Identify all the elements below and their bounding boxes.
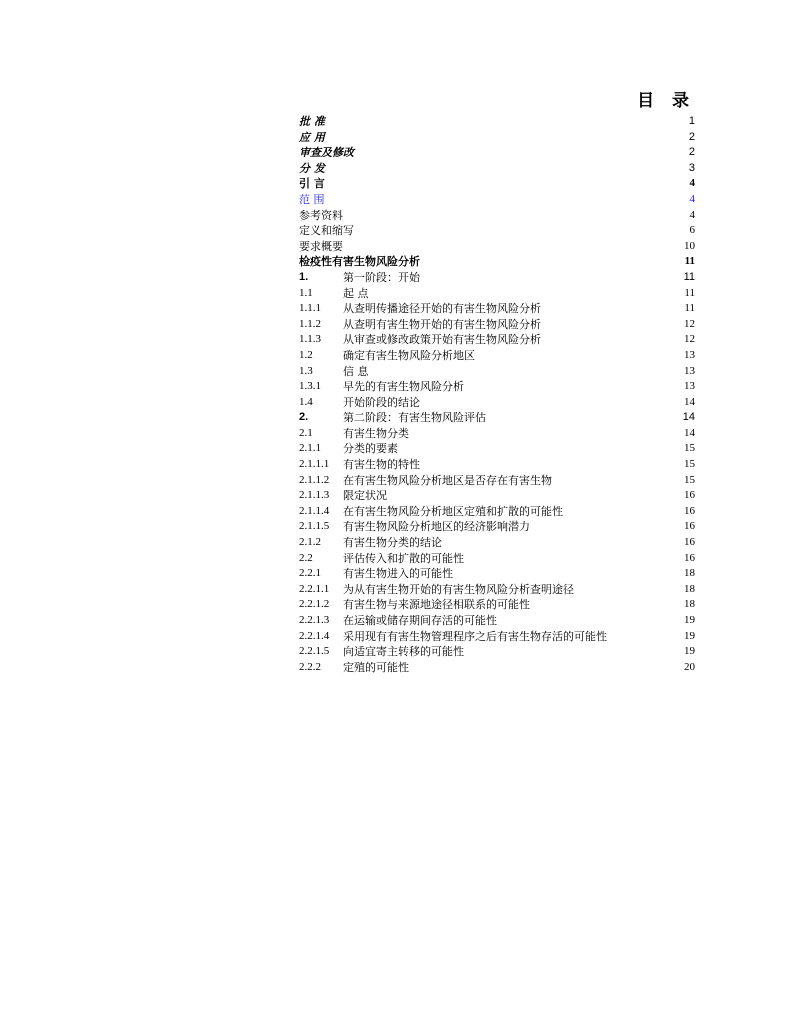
toc-entry-page-number: 12	[684, 333, 695, 346]
toc-entry-label: 审查及修改	[299, 146, 354, 160]
toc-entry[interactable]	[299, 597, 695, 613]
toc-entry-page-number: 16	[684, 504, 695, 517]
toc-entry[interactable]	[299, 395, 695, 411]
toc-entry-label: 定义和缩写	[299, 224, 354, 238]
toc-entry-number: 2.1.1.2	[299, 473, 330, 486]
toc-entry-page-number: 14	[684, 426, 695, 439]
toc-entry[interactable]	[299, 161, 695, 177]
toc-entry-number: 2.2.1.2	[299, 598, 330, 611]
toc-entry[interactable]	[299, 426, 695, 442]
toc-entry-page-number: 19	[684, 629, 695, 642]
toc-entry-label: 第一阶段：开始	[343, 270, 420, 284]
toc-entry-label: 有害生物进入的可能性	[343, 567, 453, 581]
toc-entry[interactable]	[299, 473, 695, 489]
toc-entry-number: 1.1.1	[299, 302, 321, 315]
toc-entry-label: 范 围	[299, 192, 325, 206]
toc-entry-number: 1.1	[299, 286, 313, 299]
toc-entry-page-number: 15	[684, 442, 695, 455]
toc-entry-label: 在运输或储存期间存活的可能性	[343, 614, 497, 627]
toc-entry-number: 1.1.2	[299, 317, 321, 330]
toc-entry-page-number: 13	[684, 380, 695, 393]
toc-entry-page-number: 13	[684, 348, 695, 361]
table-of-contents	[299, 114, 695, 675]
toc-entry[interactable]	[299, 130, 695, 146]
toc-entry[interactable]	[299, 613, 695, 629]
toc-entry-page-number: 16	[684, 520, 695, 533]
toc-entry-label: 分 发	[299, 161, 325, 175]
toc-entry-page-number: 18	[684, 598, 695, 611]
toc-entry-number: 2.2.1.1	[299, 582, 330, 595]
toc-entry-label: 要求概要	[299, 239, 343, 253]
toc-entry-label: 从查明传播途径开始的有害生物风险分析	[343, 302, 541, 316]
toc-entry-number: 1.2	[299, 348, 313, 361]
toc-entry[interactable]	[299, 254, 695, 270]
toc-entry-label: 在有害生物风险分析地区是否存在有害生物	[343, 473, 552, 487]
toc-entry[interactable]	[299, 644, 695, 660]
toc-entry-label: 分类的要素	[343, 442, 398, 456]
toc-entry-page-number: 4	[689, 177, 695, 190]
toc-entry-label: 采用现有有害生物管理程序之后有害生物存活的可能性	[343, 629, 607, 643]
toc-entry[interactable]	[299, 457, 695, 473]
toc-entry[interactable]	[299, 270, 695, 286]
toc-entry-page-number: 13	[684, 364, 695, 377]
toc-entry-label: 评估传入和扩散的可能性	[343, 551, 464, 565]
toc-entry[interactable]	[299, 301, 695, 317]
toc-entry-page-number: 15	[684, 473, 695, 486]
toc-entry-page-number: 19	[684, 614, 695, 626]
toc-entry-page-number: 4	[689, 192, 695, 205]
toc-entry[interactable]	[299, 192, 695, 208]
toc-entry-number: 1.1.3	[299, 333, 321, 346]
toc-entry-number: 2.2.1.4	[299, 629, 330, 642]
toc-entry-label: 引 言	[299, 177, 325, 191]
toc-entry[interactable]	[299, 379, 695, 395]
toc-entry-number: 2.1.2	[299, 536, 321, 549]
toc-entry-label: 参考资料	[299, 208, 343, 222]
toc-entry-page-number: 10	[684, 239, 695, 252]
toc-entry-label: 为从有害生物开始的有害生物风险分析查明途径	[343, 582, 574, 596]
toc-entry-label: 信 息	[343, 364, 369, 378]
toc-entry-label: 第二阶段：有害生物风险评估	[343, 411, 486, 425]
toc-entry-label: 有害生物与来源地途径相联系的可能性	[343, 598, 530, 612]
toc-entry[interactable]	[299, 114, 695, 130]
toc-entry[interactable]	[299, 239, 695, 255]
toc-entry-page-number: 18	[684, 582, 695, 595]
toc-entry-page-number: 4	[689, 208, 695, 221]
toc-entry-number: 1.	[299, 270, 309, 283]
toc-entry-page-number: 16	[684, 551, 695, 564]
toc-entry-label: 有害生物的特性	[343, 458, 420, 472]
toc-entry-label: 检疫性有害生物风险分析	[299, 255, 420, 269]
toc-entry-number: 2.1.1.4	[299, 504, 330, 517]
toc-entry[interactable]	[299, 441, 695, 457]
toc-entry-number: 2.1.1.3	[299, 489, 330, 502]
toc-entry-page-number: 19	[684, 645, 695, 658]
toc-entry-number: 2.2.1	[299, 567, 321, 580]
toc-entry[interactable]	[299, 488, 695, 504]
toc-entry[interactable]	[299, 208, 695, 224]
toc-entry[interactable]	[299, 364, 695, 380]
toc-entry-number: 1.3	[299, 364, 313, 377]
toc-entry-page-number: 15	[684, 458, 695, 471]
toc-entry[interactable]	[299, 332, 695, 348]
toc-entry-number: 1.3.1	[299, 380, 321, 393]
toc-entry[interactable]	[299, 629, 695, 645]
toc-entry[interactable]	[299, 176, 695, 192]
toc-entry-number: 1.4	[299, 395, 313, 408]
toc-entry-page-number: 14	[684, 395, 695, 408]
toc-entry-page-number: 2	[688, 130, 695, 143]
toc-entry-number: 2.2	[299, 551, 313, 564]
toc-entry-label: 向适宜寄主转移的可能性	[343, 645, 464, 659]
toc-entry-page-number: 16	[684, 489, 695, 502]
toc-entry-number: 2.2.1.5	[299, 645, 330, 658]
toc-entry-label: 批 准	[299, 115, 325, 128]
toc-entry-page-number: 16	[684, 536, 695, 549]
toc-entry-number: 2.1.1.5	[299, 520, 330, 533]
toc-entry[interactable]	[299, 317, 695, 333]
toc-entry[interactable]	[299, 551, 695, 567]
toc-entry-label: 早先的有害生物风险分析	[343, 380, 464, 394]
toc-entry-page-number: 11	[684, 302, 695, 315]
toc-entry-page-number: 3	[688, 161, 695, 174]
toc-entry-page-number: 6	[689, 224, 695, 237]
toc-entry[interactable]	[299, 535, 695, 551]
toc-entry-number: 2.	[299, 411, 309, 424]
toc-entry[interactable]	[299, 566, 695, 582]
toc-entry-label: 有害生物风险分析地区的经济影响潜力	[343, 520, 530, 534]
toc-entry-number: 2.1	[299, 426, 313, 439]
toc-entry[interactable]	[299, 519, 695, 535]
toc-entry-label: 起 点	[343, 286, 369, 300]
toc-entry[interactable]	[299, 582, 695, 598]
toc-entry-page-number: 11	[684, 286, 695, 299]
toc-entry[interactable]	[299, 286, 695, 302]
toc-entry-page-number: 11	[683, 270, 695, 283]
toc-entry-page-number: 18	[684, 567, 695, 580]
toc-entry-number: 2.2.2	[299, 660, 321, 673]
toc-entry-number: 2.1.1.1	[299, 458, 330, 471]
toc-entry-number: 2.2.1.3	[299, 614, 330, 626]
toc-entry-number: 2.1.1	[299, 442, 321, 455]
toc-entry-label: 有害生物分类	[343, 426, 409, 440]
toc-entry-label: 从查明有害生物开始的有害生物风险分析	[343, 317, 541, 331]
toc-entry-page-number: 2	[688, 146, 695, 159]
toc-entry-page-number: 12	[684, 317, 695, 330]
toc-entry-label: 开始阶段的结论	[343, 395, 420, 409]
toc-entry[interactable]	[299, 410, 695, 426]
toc-entry-label: 有害生物分类的结论	[343, 536, 442, 550]
toc-entry-label: 确定有害生物风险分析地区	[343, 348, 475, 362]
toc-entry[interactable]	[299, 504, 695, 520]
toc-entry[interactable]	[299, 145, 695, 161]
toc-entry-page-number: 1	[688, 115, 695, 127]
toc-entry-label: 限定状况	[343, 489, 387, 503]
toc-title: 目 录	[637, 91, 695, 111]
toc-entry-page-number: 14	[682, 411, 695, 424]
toc-entry-label: 从审查或修改政策开始有害生物风险分析	[343, 333, 541, 347]
toc-entry-label: 在有害生物风险分析地区定殖和扩散的可能性	[343, 504, 563, 518]
toc-entry[interactable]	[299, 348, 695, 364]
toc-entry[interactable]	[299, 223, 695, 239]
toc-entry[interactable]	[299, 660, 695, 676]
toc-entry-label: 定殖的可能性	[343, 660, 409, 674]
toc-entry-page-number: 11	[684, 255, 695, 268]
toc-entry-label: 应 用	[299, 130, 325, 144]
toc-entry-page-number: 20	[684, 660, 695, 673]
